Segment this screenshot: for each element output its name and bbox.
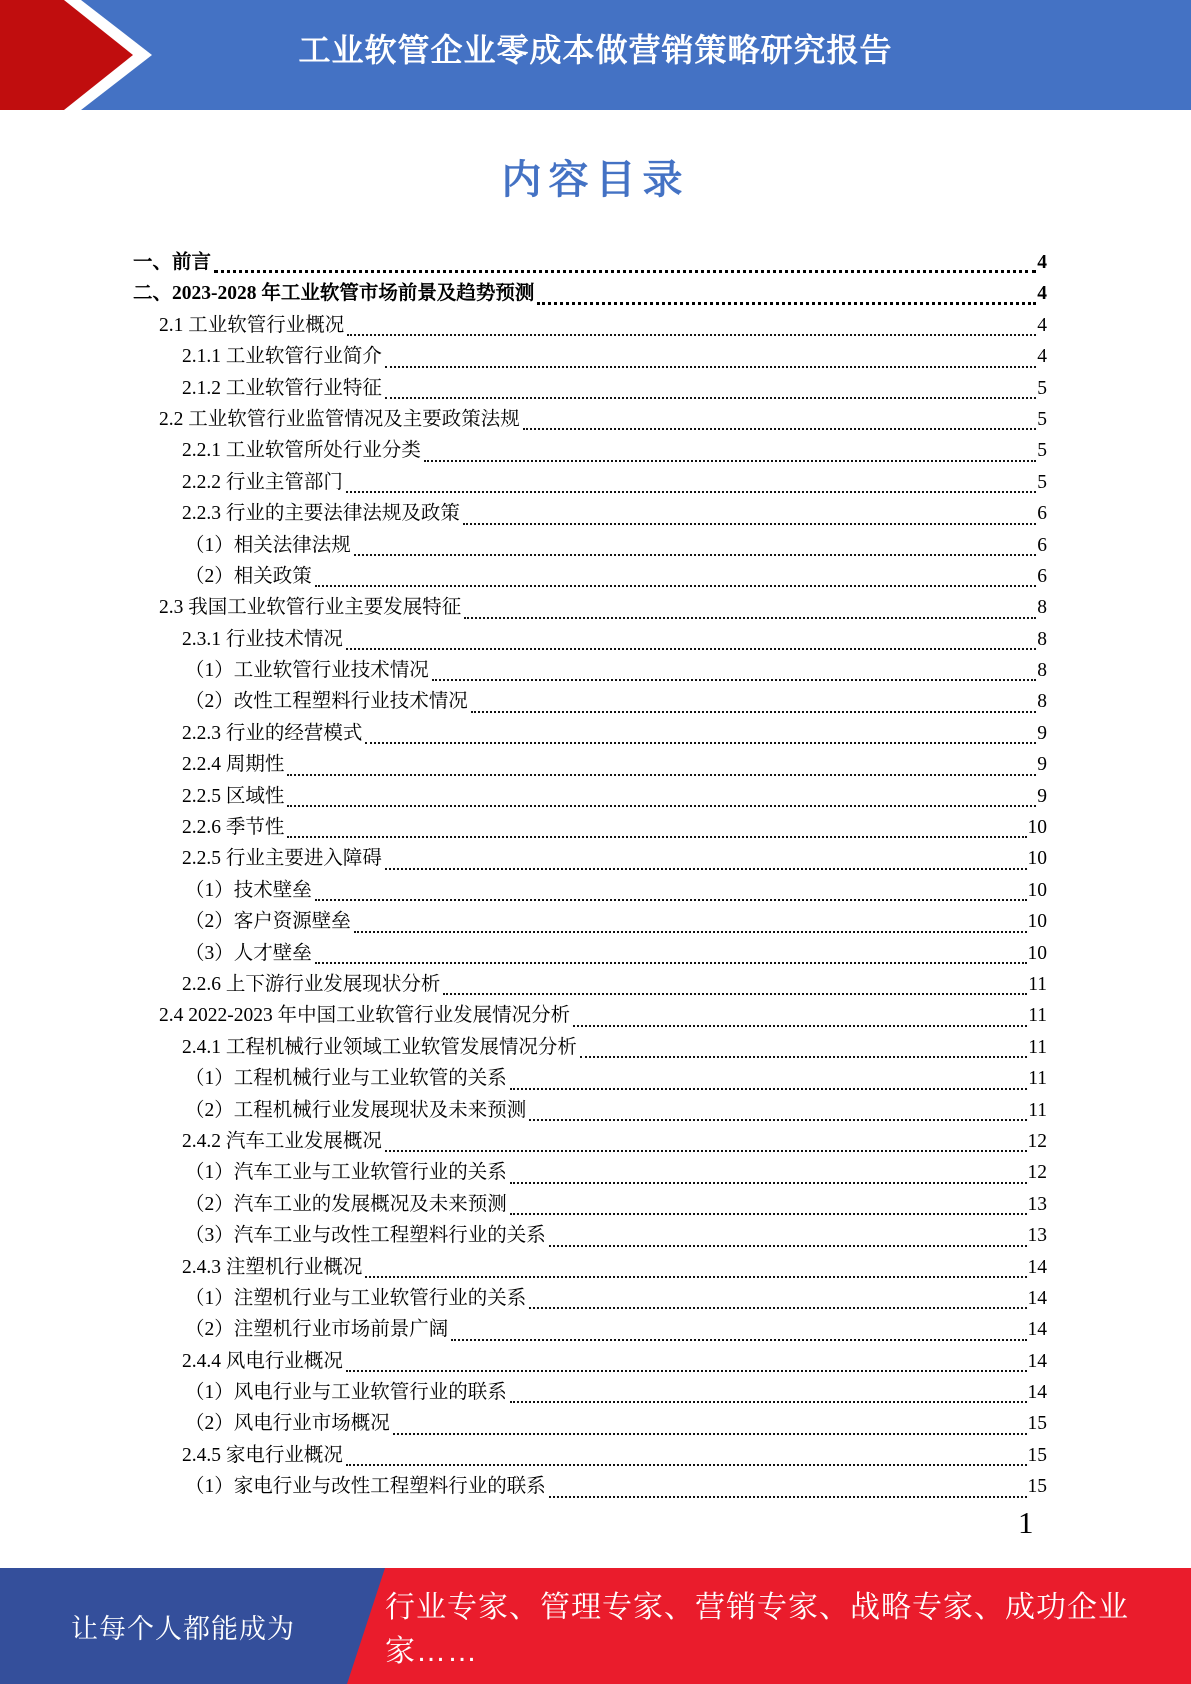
toc-entry[interactable] [133, 1283, 1047, 1314]
toc-dot-leader [365, 1252, 1026, 1278]
toc-entry-label: 2.1.2 工业软管行业特征 [182, 377, 382, 399]
toc-entry-label: （1）汽车工业与工业软管行业的关系 [185, 1162, 507, 1184]
toc-entry[interactable] [133, 373, 1047, 404]
toc-entry-page-number: 4 [1037, 252, 1047, 273]
toc-entry-label: （1）注塑机行业与工业软管行业的关系 [185, 1287, 527, 1309]
footer-banner [0, 1568, 1191, 1684]
toc-entry[interactable] [133, 467, 1047, 498]
toc-entry-label: 2.4.5 家电行业概况 [182, 1444, 343, 1466]
toc-entry[interactable] [133, 686, 1047, 717]
toc-entry-page-number: 11 [1028, 1036, 1047, 1058]
toc-entry-label: 2.3.1 行业技术情况 [182, 628, 343, 650]
toc-dot-leader [580, 1032, 1027, 1058]
toc-entry[interactable] [133, 655, 1047, 686]
toc-dot-leader [287, 812, 1026, 838]
toc-entry-page-number: 6 [1037, 503, 1047, 525]
toc-entry-page-number: 4 [1037, 283, 1047, 305]
toc-entry[interactable] [133, 969, 1047, 1000]
toc-entry-page-number: 6 [1037, 534, 1047, 556]
toc-entry-label: 2.2.5 区域性 [182, 785, 285, 807]
toc-entry-page-number: 15 [1027, 1476, 1047, 1498]
toc-entry[interactable] [133, 781, 1047, 812]
toc-entry-label: 2.2.3 行业的经营模式 [182, 722, 363, 744]
toc-entry-label: 2.2.6 上下游行业发展现状分析 [182, 973, 441, 995]
toc-entry-page-number: 10 [1027, 817, 1047, 839]
toc-dot-leader [385, 1126, 1027, 1152]
toc-entry[interactable] [133, 1157, 1047, 1188]
toc-dot-leader [510, 1189, 1027, 1215]
toc-entry-page-number: 5 [1037, 471, 1047, 493]
toc-entry-label: （2）工程机械行业发展现状及未来预测 [185, 1099, 527, 1121]
toc-entry-label: 2.1 工业软管行业概况 [159, 314, 345, 336]
toc-dot-leader [354, 530, 1036, 556]
toc-entry-page-number: 9 [1037, 785, 1047, 807]
toc-entry[interactable] [133, 718, 1047, 749]
toc-dot-leader [287, 749, 1036, 775]
toc-dot-leader [537, 278, 1036, 304]
toc-entry-label: （2）改性工程塑料行业技术情况 [185, 691, 468, 713]
toc-entry-label: （1）技术壁垒 [185, 879, 312, 901]
toc-entry[interactable] [133, 592, 1047, 623]
toc-entry[interactable] [133, 1314, 1047, 1345]
toc-dot-leader [315, 561, 1036, 587]
toc-entry-page-number: 10 [1027, 848, 1047, 870]
toc-entry-label: 2.3 我国工业软管行业主要发展特征 [159, 597, 462, 619]
toc-entry[interactable] [133, 1063, 1047, 1094]
toc-entry-page-number: 11 [1028, 973, 1047, 995]
toc-dot-leader [510, 1157, 1027, 1183]
toc-entry[interactable] [133, 1095, 1047, 1126]
toc-dot-leader [385, 843, 1027, 869]
toc-entry-page-number: 9 [1037, 722, 1047, 744]
toc-entry-page-number: 14 [1027, 1287, 1047, 1309]
toc-dot-leader [393, 1408, 1027, 1434]
toc-entry-page-number: 8 [1037, 660, 1047, 682]
toc-dot-leader [287, 781, 1036, 807]
toc-dot-leader [214, 247, 1036, 273]
toc-dot-leader [529, 1095, 1027, 1121]
toc-entry[interactable] [133, 278, 1047, 309]
toc-entry[interactable] [133, 341, 1047, 372]
toc-dot-leader [464, 592, 1036, 618]
toc-dot-leader [385, 373, 1036, 399]
toc-entry-page-number: 11 [1028, 1005, 1047, 1027]
toc-dot-leader [443, 969, 1027, 995]
toc-entry[interactable] [133, 1440, 1047, 1471]
toc-entry-label: （3）人才壁垒 [185, 942, 312, 964]
toc-entry-page-number: 9 [1037, 754, 1047, 776]
toc-entry-label: （1）风电行业与工业软管行业的联系 [185, 1382, 507, 1404]
toc-dot-leader [463, 498, 1036, 524]
toc-dot-leader [510, 1063, 1027, 1089]
toc-entry[interactable] [133, 561, 1047, 592]
toc-entry-label: 2.1.1 工业软管行业简介 [182, 346, 382, 368]
toc-entry-label: 2.4.2 汽车工业发展概况 [182, 1130, 382, 1152]
toc-entry-label: 2.4.3 注塑机行业概况 [182, 1256, 363, 1278]
toc-entry[interactable] [133, 1126, 1047, 1157]
toc-entry-label: （2）客户资源壁垒 [185, 911, 351, 933]
toc-entry-page-number: 14 [1027, 1382, 1047, 1404]
toc-dot-leader [529, 1283, 1026, 1309]
toc-entry-label: 2.2.6 季节性 [182, 817, 285, 839]
toc-entry-label: （2）汽车工业的发展概况及未来预测 [185, 1193, 507, 1215]
toc-entry[interactable] [133, 1377, 1047, 1408]
toc-list [133, 247, 1047, 1503]
toc-entry[interactable] [133, 906, 1047, 937]
toc-entry-page-number: 13 [1027, 1225, 1047, 1247]
toc-dot-leader [315, 938, 1027, 964]
toc-entry-label: 2.2 工业软管行业监管情况及主要政策法规 [159, 408, 520, 430]
toc-dot-leader [346, 1346, 1027, 1372]
toc-entry-label: （1）工业软管行业技术情况 [185, 660, 429, 682]
toc-entry-label: 2.4.4 风电行业概况 [182, 1350, 343, 1372]
toc-entry[interactable] [133, 530, 1047, 561]
toc-entry[interactable] [133, 310, 1047, 341]
toc-entry[interactable] [133, 404, 1047, 435]
toc-entry[interactable] [133, 498, 1047, 529]
toc-entry-page-number: 12 [1027, 1130, 1047, 1152]
toc-entry-label: （3）汽车工业与改性工程塑料行业的关系 [185, 1225, 546, 1247]
footer-right-label: 行业专家、管理专家、营销专家、战略专家、成功企业家…… [385, 1591, 1129, 1668]
toc-entry[interactable] [133, 749, 1047, 780]
toc-entry[interactable] [133, 843, 1047, 874]
toc-dot-leader [549, 1471, 1027, 1497]
toc-dot-leader [346, 624, 1036, 650]
toc-entry-page-number: 13 [1027, 1193, 1047, 1215]
toc-entry[interactable] [133, 938, 1047, 969]
toc-entry-label: 2.2.1 工业软管所处行业分类 [182, 440, 421, 462]
toc-dot-leader [510, 1377, 1027, 1403]
toc-entry-label: 2.2.3 行业的主要法律法规及政策 [182, 503, 460, 525]
toc-entry-page-number: 6 [1037, 565, 1047, 587]
toc-entry-label: （2）注塑机行业市场前景广阔 [185, 1319, 449, 1341]
toc-dot-leader [354, 906, 1027, 932]
toc-dot-leader [549, 1220, 1027, 1246]
toc-dot-leader [346, 467, 1036, 493]
toc-entry-page-number: 12 [1027, 1162, 1047, 1184]
toc-dot-leader [432, 655, 1036, 681]
toc-entry[interactable] [133, 812, 1047, 843]
toc-entry[interactable] [133, 1000, 1047, 1031]
toc-dot-leader [346, 1440, 1027, 1466]
footer-left-label: 让每个人都能成为 [71, 1613, 295, 1644]
toc-entry-label: 2.4.1 工程机械行业领域工业软管发展情况分析 [182, 1036, 577, 1058]
toc-entry[interactable] [133, 1408, 1047, 1439]
sheet-page-number: 1 [1018, 1505, 1034, 1540]
toc-entry[interactable] [133, 1220, 1047, 1251]
toc-entry-page-number: 11 [1028, 1099, 1047, 1121]
toc-entry[interactable] [133, 1032, 1047, 1063]
toc-heading: 内容目录 [501, 157, 690, 202]
toc-entry-label: （1）工程机械行业与工业软管的关系 [185, 1068, 507, 1090]
toc-dot-leader [424, 435, 1036, 461]
toc-dot-leader [451, 1314, 1026, 1340]
toc-entry-label: （1）家电行业与改性工程塑料行业的联系 [185, 1476, 546, 1498]
toc-entry-label: 二、2023-2028 年工业软管市场前景及趋势预测 [133, 283, 535, 305]
toc-entry-page-number: 15 [1027, 1413, 1047, 1435]
toc-dot-leader [573, 1000, 1027, 1026]
toc-entry-page-number: 10 [1027, 911, 1047, 933]
toc-entry[interactable] [133, 247, 1047, 278]
toc-entry[interactable] [133, 875, 1047, 906]
toc-entry-page-number: 5 [1037, 408, 1047, 430]
toc-entry-page-number: 15 [1027, 1444, 1047, 1466]
toc-dot-leader [471, 686, 1036, 712]
toc-entry-page-number: 10 [1027, 942, 1047, 964]
toc-entry-label: （2）相关政策 [185, 565, 312, 587]
toc-entry-page-number: 14 [1027, 1319, 1047, 1341]
toc-dot-leader [347, 310, 1036, 336]
toc-entry-page-number: 5 [1037, 440, 1047, 462]
toc-entry-label: 2.4 2022-2023 年中国工业软管行业发展情况分析 [159, 1005, 571, 1027]
toc-entry-page-number: 8 [1037, 691, 1047, 713]
toc-entry-page-number: 10 [1027, 879, 1047, 901]
toc-dot-leader [365, 718, 1036, 744]
toc-entry-page-number: 4 [1037, 346, 1047, 368]
toc-dot-leader [315, 875, 1027, 901]
toc-entry-label: （1）相关法律法规 [185, 534, 351, 556]
toc-entry-page-number: 8 [1037, 628, 1047, 650]
toc-entry-page-number: 4 [1037, 314, 1047, 336]
toc-dot-leader [523, 404, 1036, 430]
toc-entry-label: 2.2.4 周期性 [182, 754, 285, 776]
toc-entry-label: 2.2.2 行业主管部门 [182, 471, 343, 493]
toc-entry[interactable] [133, 1252, 1047, 1283]
toc-entry-label: 一、前言 [133, 252, 212, 273]
toc-entry-label: 2.2.5 行业主要进入障碍 [182, 848, 382, 870]
toc-entry[interactable] [133, 624, 1047, 655]
report-title: 工业软管企业零成本做营销策略研究报告 [298, 32, 893, 68]
toc-entry-page-number: 14 [1027, 1350, 1047, 1372]
toc-entry[interactable] [133, 1189, 1047, 1220]
toc-entry[interactable] [133, 435, 1047, 466]
toc-entry-page-number: 5 [1037, 377, 1047, 399]
header-banner [0, 0, 1191, 110]
toc-dot-leader [385, 341, 1036, 367]
toc-entry[interactable] [133, 1346, 1047, 1377]
toc-entry-page-number: 8 [1037, 597, 1047, 619]
toc-entry-page-number: 11 [1028, 1068, 1047, 1090]
toc-entry-page-number: 14 [1027, 1256, 1047, 1278]
toc-entry[interactable] [133, 1471, 1047, 1502]
toc-entry-label: （2）风电行业市场概况 [185, 1413, 390, 1435]
